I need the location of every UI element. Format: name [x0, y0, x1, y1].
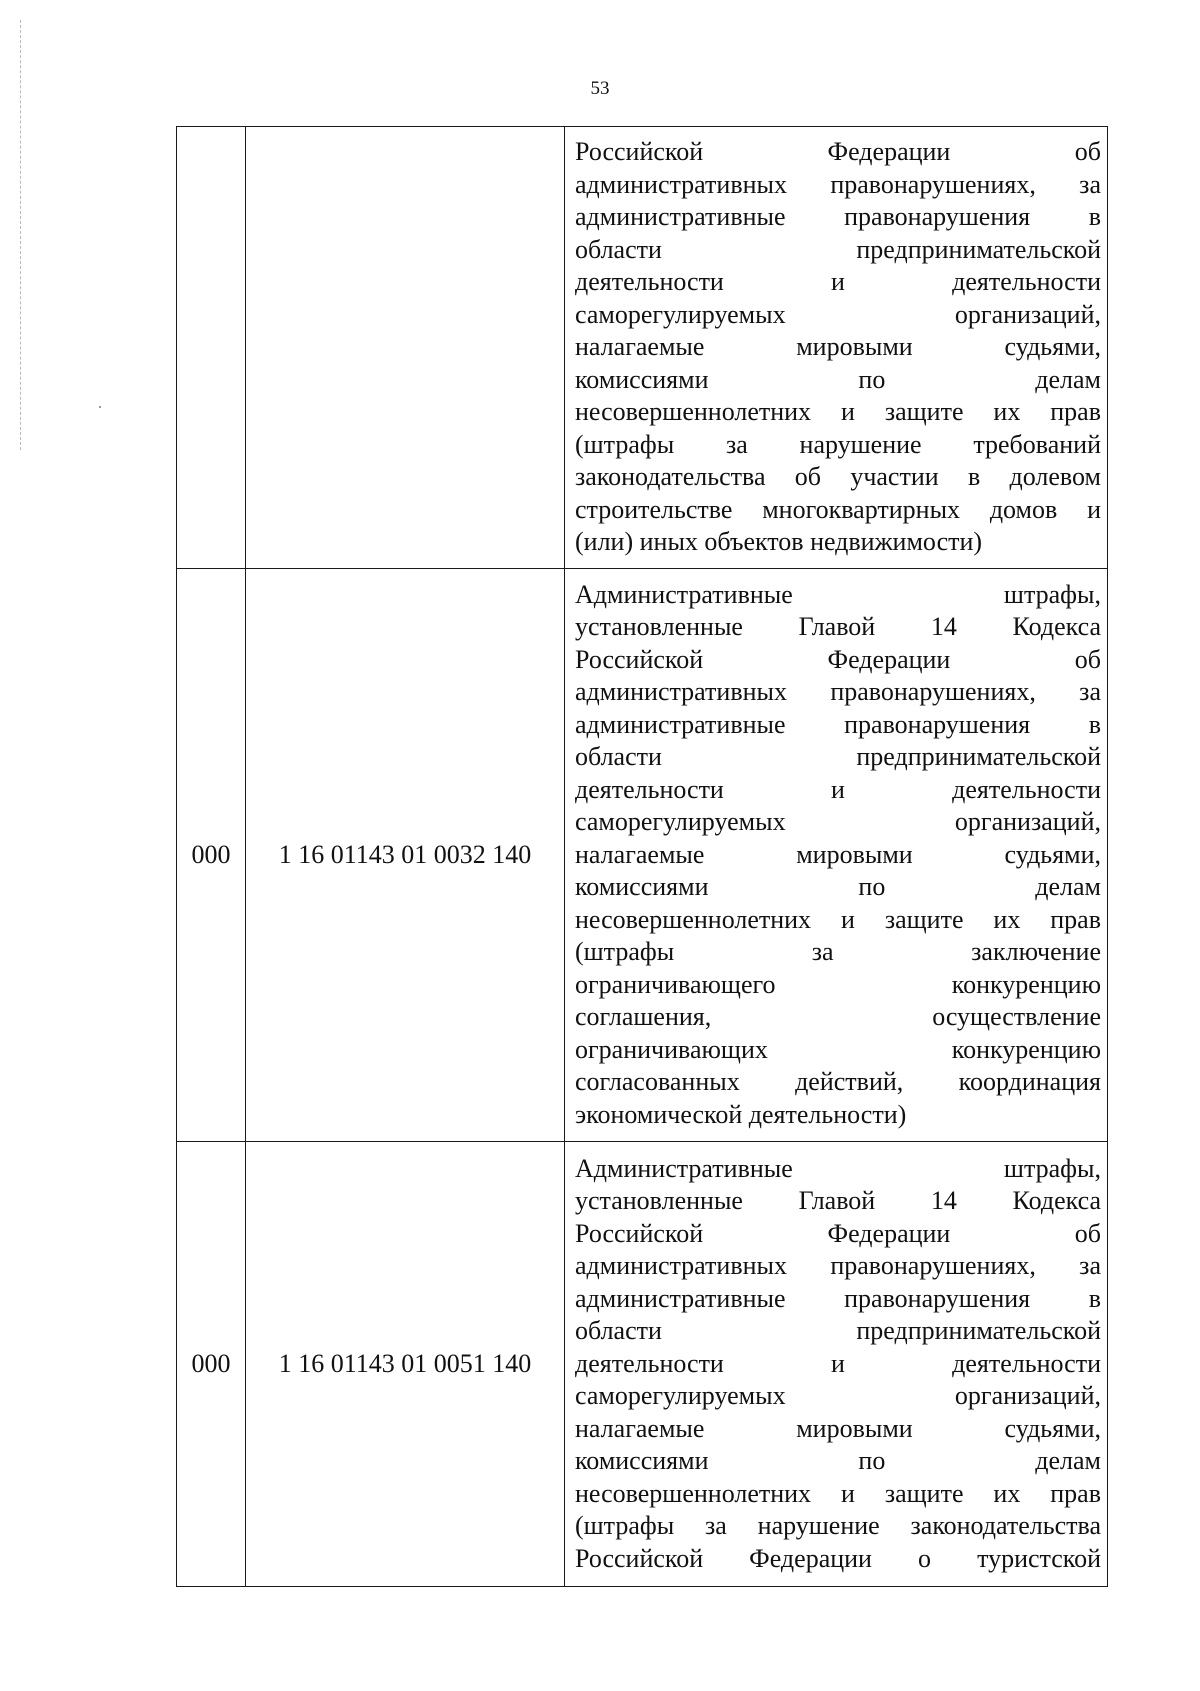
- revenue-name-line: административных правонарушениях, за: [575, 169, 1101, 199]
- admin-code-cell: 000: [177, 569, 246, 1142]
- revenue-name-line: несовершеннолетних и защите их прав: [575, 1478, 1101, 1508]
- revenue-name-line: соглашения, осуществление: [575, 1002, 1101, 1032]
- revenue-name-line: несовершеннолетних и защите их прав: [575, 397, 1101, 427]
- revenue-name-line: согласованных действий, координация: [575, 1067, 1101, 1097]
- revenue-name-line: административные правонарушения в: [575, 202, 1101, 232]
- revenue-name-cell: [565, 569, 1108, 1142]
- admin-code-cell: [177, 127, 246, 569]
- revenue-name-line: административных правонарушениях, за: [575, 1251, 1101, 1281]
- kbk-code-cell: 1 16 01143 01 0051 140: [246, 1142, 565, 1587]
- revenue-name-line: Административные штрафы,: [575, 1153, 1101, 1183]
- revenue-name-line: саморегулируемых организаций,: [575, 299, 1101, 329]
- revenue-name-line: установленные Главой 14 Кодекса: [575, 1186, 1101, 1216]
- revenue-name-line: (штрафы за нарушение требований: [575, 429, 1101, 459]
- admin-code-cell: 000: [177, 1142, 246, 1587]
- revenue-name-line: деятельности и деятельности: [575, 774, 1101, 804]
- revenue-name-line: области предпринимательской: [575, 1316, 1101, 1346]
- revenue-name-line: установленные Главой 14 Кодекса: [575, 612, 1101, 642]
- revenue-name-line: налагаемые мировыми судьями,: [575, 1413, 1101, 1443]
- revenue-name-line: экономической деятельности): [575, 1099, 907, 1129]
- revenue-name-line: комиссиями по делам: [575, 1446, 1101, 1476]
- revenue-name-line: Административные штрафы,: [575, 579, 1101, 609]
- revenue-name-line: (штрафы за нарушение законодательства: [575, 1511, 1101, 1541]
- revenue-name-line: налагаемые мировыми судьями,: [575, 839, 1101, 869]
- revenue-name-cell: [565, 127, 1108, 569]
- revenue-name-line: саморегулируемых организаций,: [575, 1381, 1101, 1411]
- revenue-name-line: Российской Федерации об: [575, 644, 1101, 674]
- kbk-code-cell: 1 16 01143 01 0032 140: [246, 569, 565, 1142]
- revenue-name-line: Российской Федерации об: [575, 137, 1101, 167]
- revenue-name-line: административные правонарушения в: [575, 709, 1101, 739]
- revenue-name-line: области предпринимательской: [575, 742, 1101, 772]
- revenue-codes-table: [176, 126, 1108, 1587]
- table-row: [177, 127, 1108, 569]
- revenue-name-line: административные правонарушения в: [575, 1283, 1101, 1313]
- table-row: [177, 1142, 1108, 1587]
- page-number: 53: [590, 78, 610, 99]
- revenue-name-line: налагаемые мировыми судьями,: [575, 332, 1101, 362]
- revenue-name-line: Российской Федерации об: [575, 1218, 1101, 1248]
- revenue-name-line: законодательства об участии в долевом: [575, 462, 1101, 492]
- revenue-name-line: комиссиями по делам: [575, 872, 1101, 902]
- revenue-name-line: комиссиями по делам: [575, 364, 1101, 394]
- revenue-name-line: административных правонарушениях, за: [575, 677, 1101, 707]
- revenue-name-cell: [565, 1142, 1108, 1587]
- table-row: [177, 569, 1108, 1142]
- scan-dust-mark: [99, 406, 101, 408]
- revenue-name-line: несовершеннолетних и защите их прав: [575, 904, 1101, 934]
- revenue-name-line: деятельности и деятельности: [575, 1348, 1101, 1378]
- revenue-name-line: Российской Федерации о туристской: [575, 1543, 1101, 1573]
- revenue-name-line: (или) иных объектов недвижимости): [575, 527, 983, 557]
- revenue-name-line: ограничивающего конкуренцию: [575, 969, 1101, 999]
- revenue-name-line: деятельности и деятельности: [575, 267, 1101, 297]
- revenue-name-line: области предпринимательской: [575, 234, 1101, 264]
- revenue-name-line: саморегулируемых организаций,: [575, 807, 1101, 837]
- revenue-name-line: ограничивающих конкуренцию: [575, 1034, 1101, 1064]
- kbk-code-cell: [246, 127, 565, 569]
- revenue-name-line: (штрафы за заключение: [575, 937, 1101, 967]
- revenue-name-line: строительстве многоквартирных домов и: [575, 494, 1101, 524]
